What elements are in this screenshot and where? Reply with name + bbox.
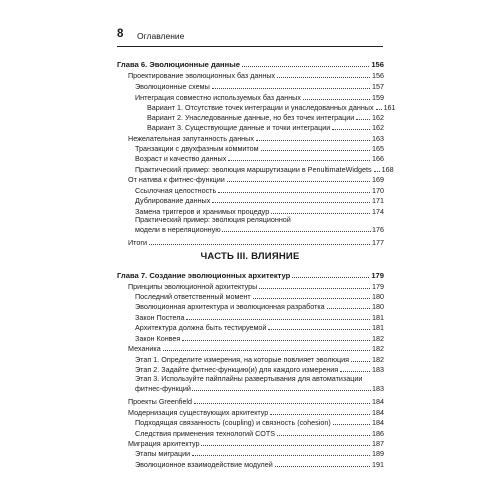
toc-entry-title: Вариант 1. Отсутствие точек интеграции и унаследованных данных (147, 103, 374, 112)
toc-entry-title-line2: фитнес-функций (135, 384, 191, 393)
toc-entry[interactable] (117, 59, 384, 70)
toc-entry-title: Архитектура должна быть тестируемой (135, 323, 267, 332)
toc-leader-dots (270, 414, 370, 415)
toc-page-number: 184 (372, 418, 384, 427)
toc-page-number: 169 (372, 175, 384, 184)
toc-entry-title: Вариант 3. Существующие данные и точки интеграции (147, 123, 331, 132)
toc-leader-dots (292, 277, 369, 278)
toc-leader-dots (201, 445, 370, 446)
toc-entry[interactable] (128, 343, 384, 354)
toc-entry-title-continued (135, 225, 384, 235)
toc-leader-dots (351, 361, 370, 362)
toc-leader-dots (271, 213, 370, 214)
toc-entry-title: Этап 1. Определите измерения, на которые повлияет эволюция (135, 355, 349, 364)
toc-leader-dots (222, 231, 371, 232)
toc-leader-dots (242, 66, 369, 67)
toc-entry[interactable] (147, 122, 384, 133)
toc-leader-dots (192, 390, 371, 391)
toc-page-number: 182 (372, 334, 384, 343)
toc-page-number: 168 (381, 165, 394, 174)
toc-entry[interactable] (135, 459, 384, 470)
toc-entry-title: Механика (128, 344, 161, 353)
toc-leader-dots (261, 150, 370, 151)
toc-entry-title: Подходящая связанность (coupling) и связность (cohesion) (135, 418, 331, 427)
toc-leader-dots (182, 340, 370, 341)
toc-leader-dots (303, 99, 370, 100)
toc-page-number: 182 (372, 355, 384, 364)
toc-leader-dots (256, 140, 370, 141)
toc-entry-title: Эволюционное взаимодействие модулей (135, 460, 273, 469)
toc-entry-title: Интеграция совместно используемых баз данных (135, 93, 301, 102)
toc-page-number: 162 (372, 113, 384, 122)
toc-page-number: 183 (372, 384, 384, 393)
toc-page-number: 179 (371, 271, 384, 280)
toc-leader-dots (376, 109, 382, 110)
toc-entry-title: Дублирование данных (135, 196, 211, 205)
toc-page-number: 159 (372, 93, 384, 102)
toc-page-number: 180 (372, 302, 384, 311)
toc-entry-title: Замена триггеров и хранимых процедур (135, 207, 270, 216)
toc-entry-title: Глава 6. Эволюционные данные (117, 60, 240, 69)
toc-entry-title: Принципы эволюционной архитектуры (128, 282, 258, 291)
toc-leader-dots (186, 319, 370, 320)
running-title: Оглавление (137, 31, 185, 41)
toc-leader-dots (277, 435, 370, 436)
toc-leader-dots (163, 350, 370, 351)
toc-page-number: 166 (372, 154, 384, 163)
toc-leader-dots (327, 308, 370, 309)
toc-entry-title: Этап 2. Задайте фитнес-функцию(и) для каждого измерения (135, 365, 339, 374)
toc-leader-dots (194, 403, 370, 404)
toc-leader-dots (253, 298, 370, 299)
toc-entry-title: Миграция архитектур (128, 439, 200, 448)
toc-entry[interactable] (117, 270, 384, 281)
toc-leader-dots (332, 129, 370, 130)
toc-page-number: 177 (372, 238, 384, 247)
toc-page-number: 182 (372, 344, 384, 353)
toc-entry[interactable] (128, 174, 384, 185)
toc-entry[interactable] (135, 215, 384, 235)
toc-entry[interactable] (135, 153, 384, 164)
page-number: 8 (117, 28, 124, 40)
toc-page-number: 174 (372, 207, 384, 216)
toc-leader-dots (228, 160, 370, 161)
toc-page-number: 181 (372, 313, 384, 322)
toc-leader-dots (192, 455, 370, 456)
toc-entry-title: Проекты Greenfield (128, 397, 192, 406)
toc-entry[interactable] (135, 374, 384, 394)
toc-entry-title: Итоги (128, 238, 148, 247)
toc-leader-dots (374, 171, 380, 172)
toc-entry-title: Глава 7. Создание эволюционных архитектур (117, 271, 291, 280)
toc-entry-title: Практический пример: эволюция маршрутизации в PenultimateWidgets (135, 165, 372, 174)
toc-leader-dots (340, 371, 370, 372)
toc-leader-dots (277, 77, 370, 78)
toc-entry[interactable] (135, 417, 384, 428)
toc-entry-title: Возраст и качество данных (135, 154, 227, 163)
toc-entry[interactable] (135, 301, 384, 312)
toc-leader-dots (268, 329, 370, 330)
toc-page-number: 156 (372, 71, 384, 80)
toc-page-number: 183 (372, 365, 384, 374)
toc-page-number: 189 (372, 449, 384, 458)
toc-entry-title-continued (135, 384, 384, 394)
toc-entry[interactable] (128, 396, 384, 407)
toc-page-number: 184 (372, 408, 384, 417)
toc-page-number: 157 (372, 82, 384, 91)
toc-entry-title: Этапы миграции (135, 449, 191, 458)
toc-entry-title: Проектирование эволюционных баз данных (128, 71, 276, 80)
toc-page-number: 170 (372, 186, 384, 195)
toc-leader-dots (333, 424, 370, 425)
toc-entry[interactable] (128, 237, 384, 248)
toc-entry-title: Ссылочная целостность (135, 186, 217, 195)
toc-page-number: 161 (383, 103, 396, 112)
toc-leader-dots (227, 181, 370, 182)
toc-leader-dots (212, 88, 370, 89)
toc-entry[interactable] (135, 322, 384, 333)
toc-page-number: 181 (372, 323, 384, 332)
toc-page-number: 176 (372, 225, 384, 234)
toc-entry[interactable] (135, 448, 384, 459)
toc-entry-title: Транзакции с двухфазным коммитом (135, 144, 259, 153)
toc-page-number: 186 (372, 429, 384, 438)
toc-leader-dots (149, 244, 370, 245)
toc-page-number: 187 (372, 439, 384, 448)
toc-entry-title: Вариант 2. Унаследованные данные, но без точек интеграции (147, 113, 355, 122)
toc-entry-title: Этап 3. Используйте пайплайны развертывания для автоматизации (135, 374, 363, 383)
toc-entry-title: Эволюционные схемы (135, 82, 210, 91)
toc-leader-dots (212, 202, 370, 203)
toc-leader-dots (259, 288, 370, 289)
toc-page-number: 163 (372, 134, 384, 143)
toc-page-number: 184 (372, 397, 384, 406)
part-title: ЧАСТЬ III. ВЛИЯНИЕ (200, 251, 300, 262)
toc-entry[interactable] (135, 195, 384, 206)
toc-leader-dots (356, 119, 370, 120)
toc-entry-title: От натива к фитнес-функции (128, 175, 225, 184)
page-header (117, 22, 383, 47)
toc-entry-title: Следствия применения технологий COTS (135, 429, 276, 438)
toc-entry[interactable] (135, 81, 384, 92)
toc-entry-title: Закон Конвея (135, 334, 181, 343)
toc-entry-title: Модернизация существующих архитектур (128, 408, 269, 417)
toc-leader-dots (275, 466, 370, 467)
toc-entry-title: Эволюционная архитектура и эволюционная разработка (135, 302, 325, 311)
toc-page-number: 162 (372, 123, 384, 132)
toc-entry-title: Нежелательная запутанность данных (128, 134, 254, 143)
toc-page-number: 179 (372, 282, 384, 291)
toc-leader-dots (218, 192, 370, 193)
toc-page-number: 191 (372, 460, 384, 469)
toc-page-number: 171 (372, 196, 384, 205)
toc-entry-title: Практический пример: эволюция реляционной (135, 215, 291, 224)
toc-entry-title: Последний ответственный момент (135, 292, 251, 301)
toc-page-number: 180 (372, 292, 384, 301)
toc-entry[interactable] (128, 70, 384, 81)
toc-page-number: 165 (372, 144, 384, 153)
toc-entry-title: Закон Постела (135, 313, 185, 322)
toc-page-number: 156 (371, 60, 384, 69)
toc-entry-title-line2: модели в нереляционную (135, 225, 221, 234)
